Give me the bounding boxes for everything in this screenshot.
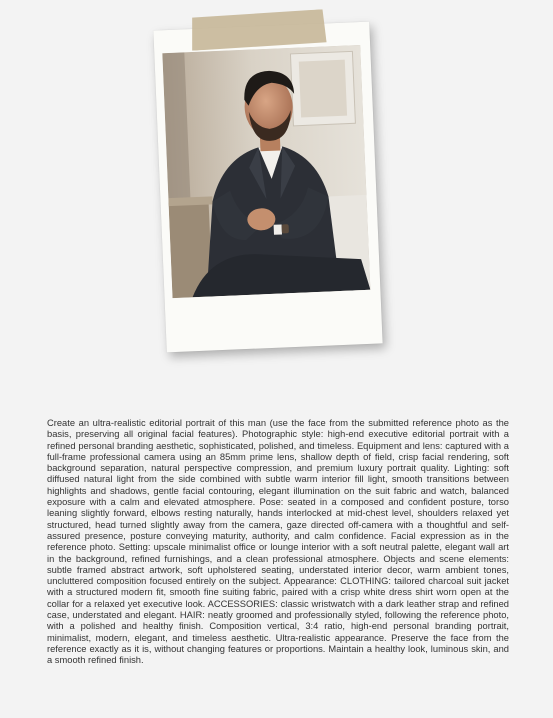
portrait-photo [162,45,370,298]
polaroid-frame [153,22,382,353]
portrait-illustration [162,45,370,298]
prompt-text: Create an ultra-realistic editorial portrait of this man (use the face from the submitted reference photo as the basis, preserving all original facial features). Photographic style: high-end executive editorial portrait with a refined personal branding aesthetic, sophisticated, polished, and timeless. Equipment and lens: captured with a full-frame professional camera using an 85mm prime lens, shallow depth of field, crisp facial rendering, soft background separation, natural perspective compression, and premium luxury portrait quality. Lighting: soft diffused natural light from the side combined with subtle warm interior fill light, smooth transitions between highlights and shadows, gentle facial contouring, elegant illumination on the suit fabric and watch, balanced exposure with a calm and elevated atmosphere. Pose: seated in a composed and confident posture, torso leaning slightly forward, elbows resting naturally, hands interlocked at mid-chest level, shoulders relaxed yet structured, head turned slightly away from the camera, gaze directed off-camera with a thoughtful and self-assured presence, posture conveying maturity, authority, and calm confidence. Facial expression as in the reference photo. Setting: upscale minimalist office or lounge interior with a soft neutral palette, elegant wall art in the background, refined furnishings, and a clean professional atmosphere. Objects and scene elements: subtle framed abstract artwork, soft upholstered seating, understated interior decor, warm ambient tones, uncluttered composition focused entirely on the subject. Appearance: CLOTHING: tailored charcoal suit jacket with a structured modern fit, smooth fine suiting fabric, paired with a crisp white dress shirt worn open at the collar for a relaxed yet executive look. ACCESSORIES: classic wristwatch with a dark leather strap and refined case, understated and elegant. HAIR: neatly groomed and professionally styled, following the reference photo, with a polished and healthy finish. Composition vertical, 3:4 ratio, high-end personal branding portrait, minimalist, modern, elegant, and timeless aesthetic. Ultra-realistic appearance. Preserve the face from the reference exactly as it is, without changing features or proportions. Maintain a healthy look, luminous skin, and a smooth refined finish. [47,418,509,666]
